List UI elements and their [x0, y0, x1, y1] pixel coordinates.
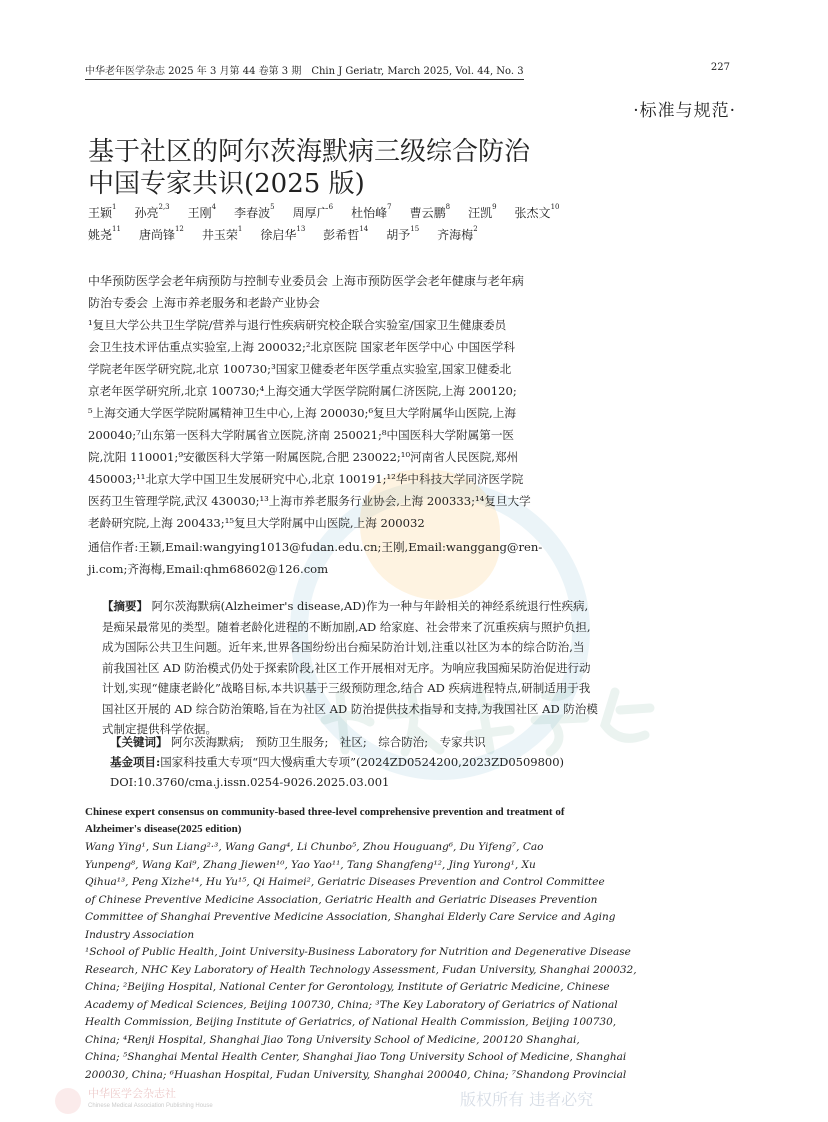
author-name: 王刚	[187, 206, 212, 220]
text-line: 前我国社区 AD 防治模式仍处于探索阶段,社区工作开展相对无序。为响应我国痴呆防治促进行动	[102, 660, 591, 675]
running-header	[85, 62, 740, 80]
text-line: 200040;⁷山东第一医科大学附属省立医院,济南 250021;⁸中国医科大学附属第一医	[88, 428, 515, 442]
author-name: 井玉荣	[201, 228, 238, 242]
affiliation-marker: 14	[359, 225, 369, 233]
text-line: of Chinese Preventive Medicine Association, Geriatric Health and Geriatric Diseases Prevention	[85, 893, 598, 906]
author-name: 姚尧	[88, 228, 113, 242]
text-line: 200030, China; ⁶Huashan Hospital, Fudan University, Shanghai 200040, China; ⁷Shandong Provincial	[85, 1068, 627, 1081]
affiliation-marker: 15	[410, 225, 420, 233]
text-line: 通信作者:王颖,Email:wangying1013@fudan.edu.cn;王刚,Email:wanggang@ren-	[88, 540, 543, 554]
publisher-name-watermark: 中华医学会杂志社	[88, 1087, 176, 1100]
author-list	[88, 202, 738, 246]
text-line: 会卫生技术评估重点实验室,上海 200032;²北京医院 国家老年医学中心 中国医学科	[88, 340, 515, 354]
keywords-label: 【关键词】	[110, 735, 168, 749]
page-number: 227	[710, 62, 730, 73]
text-line: 老龄研究院,上海 200433;¹⁵复旦大学附属中山医院,上海 200032	[88, 516, 425, 530]
text-line: Research, NHC Key Laboratory of Health Technology Assessment, Fudan University, Shanghai 200032,	[85, 963, 637, 976]
author-name: 张杰文	[514, 206, 551, 220]
affiliation-marker: 6	[328, 203, 334, 211]
copyright-watermark: 版权所有 违者必究	[460, 1090, 594, 1109]
text-line: ¹School of Public Health, Joint University-Business Laboratory for Nutrition and Degenerative Disease	[85, 946, 631, 958]
affiliations-cn	[88, 314, 738, 534]
author-name: 唐尚锋	[138, 228, 175, 242]
author	[351, 203, 392, 220]
affiliation-marker: 7	[387, 203, 392, 211]
organizations	[88, 270, 738, 314]
fund	[110, 752, 564, 772]
text-line: Wang Ying¹, Sun Liang²·³, Wang Gang⁴, Li Chunbo⁵, Zhou Houguang⁶, Du Yifeng⁷, Cao	[85, 841, 544, 853]
author-name: 李春波	[234, 206, 271, 220]
text-line: 成为国际公共卫生问题。近年来,世界各国纷纷出台痴呆防治计划,注重以社区为本的综合防治,当	[102, 640, 585, 654]
author	[514, 203, 560, 220]
correspondence	[88, 536, 738, 580]
text-line: 计划,实现“健康老龄化”战略目标,本共识基于三级预防理念,结合 AD 疾病进程特点,研制适用于我	[102, 681, 591, 695]
author	[88, 203, 117, 220]
text-line: China; ⁵Shanghai Mental Health Center, Shanghai Jiao Tong University School of Medicine, Shanghai	[85, 1051, 627, 1063]
author	[409, 203, 451, 220]
author-name: 徐启华	[260, 228, 297, 242]
text-line: 学院老年医学研究院,北京 100730;³国家卫健委老年医学重点实验室,国家卫健委北	[88, 362, 512, 376]
author-name: 胡予	[386, 228, 411, 242]
affiliation-marker: 1	[237, 225, 243, 233]
text-line: China; ²Beijing Hospital, National Center for Gerontology, Institute of Geriatric Medicine, Chinese	[85, 981, 610, 993]
author-name: 曹云鹏	[409, 206, 446, 220]
author	[323, 225, 369, 242]
text-line: 中华预防医学会老年病预防与控制专业委员会 上海市预防医学会老年健康与老年病	[88, 274, 524, 288]
journal-citation: 中华老年医学杂志 2025 年 3 月第 44 卷第 3 期 Chin J Geriatr, March 2025, Vol. 44, No. 3	[85, 62, 524, 80]
text-line: ¹复旦大学公共卫生学院/营养与退行性疾病研究校企联合实验室/国家卫生健康委员	[88, 318, 507, 332]
author-name: 齐海梅	[437, 228, 474, 242]
text-line: China; ⁴Renji Hospital, Shanghai Jiao Tong University School of Medicine, 200120 Shanghai,	[85, 1033, 580, 1046]
author-line	[88, 202, 738, 224]
author	[292, 203, 334, 220]
author-name: 杜怡峰	[351, 206, 388, 220]
text-line: 防治专委会 上海市养老服务和老龄产业协会	[88, 296, 320, 310]
fund-text: 国家科技重大专项“四大慢病重大专项”(2024ZD0524200,2023ZD0509800)	[160, 755, 565, 769]
author-name: 王颖	[88, 206, 113, 220]
text-line: Chinese expert consensus on community-based three-level comprehensive prevention and treatment of	[85, 806, 565, 818]
english-title	[85, 804, 564, 838]
affiliation-marker: 1	[112, 203, 117, 211]
text-line: ji.com;齐海梅,Email:qhm68602@126.com	[88, 562, 329, 576]
article-meta	[110, 732, 564, 792]
affiliation-marker: 11	[112, 225, 121, 233]
affiliation-marker: 13	[296, 225, 306, 233]
doi: DOI:10.3760/cma.j.issn.0254-9026.2025.03.001	[110, 775, 390, 789]
english-authors	[85, 839, 740, 944]
affiliation-marker: 8	[445, 203, 451, 211]
publisher-logo-icon	[55, 1088, 81, 1114]
text-line: 基于社区的阿尔茨海默病三级综合防治	[88, 137, 531, 167]
author	[260, 225, 306, 242]
author	[234, 203, 275, 220]
keywords-text: 阿尔茨海默病; 预防卫生服务; 社区; 综合防治; 专家共识	[171, 735, 486, 749]
publisher-name-en-watermark: Chinese Medical Association Publishing House	[88, 1103, 213, 1109]
affiliation-marker: 2	[473, 225, 478, 233]
text-line: Qihua¹³, Peng Xizhe¹⁴, Hu Yu¹⁵, Qi Haimei², Geriatric Diseases Prevention and Control Committee	[85, 876, 605, 888]
author	[134, 203, 170, 220]
text-line: 京老年医学研究所,北京 100730;⁴上海交通大学医学院附属仁济医院,上海 200120;	[88, 384, 517, 398]
text-line: 医药卫生管理学院,武汉 430030;¹³上海市养老服务行业协会,上海 200333;¹⁴复旦大学	[88, 494, 531, 508]
affiliation-marker: 4	[211, 203, 217, 211]
keywords	[110, 732, 564, 752]
affiliation-marker: 5	[270, 203, 275, 211]
affiliation-marker: 9	[492, 203, 497, 211]
text-line: Yunpeng⁸, Wang Kai⁹, Zhang Jiewen¹⁰, Yao Yao¹¹, Tang Shangfeng¹², Jing Yurong¹, Xu	[85, 858, 536, 871]
abstract-text: 阿尔茨海默病(Alzheimer's disease,AD)作为一种与年龄相关的神经系统退行性疾病,	[151, 599, 589, 613]
author-name: 汪凯	[468, 206, 493, 220]
text-line: 450003;¹¹北京大学中国卫生发展研究中心,北京 100191;¹²华中科技大学同济医学院	[88, 472, 524, 486]
article-title	[88, 136, 530, 200]
author	[386, 225, 420, 242]
author	[88, 225, 121, 242]
text-line: Health Commission, Beijing Institute of Geriatrics, of National Health Commission, Beijing 100730,	[85, 1016, 617, 1028]
abstract-label: 【摘要】	[102, 599, 148, 613]
affiliation-marker: 2,3	[158, 203, 170, 211]
text-line: Alzheimer's disease(2025 edition)	[85, 823, 242, 835]
fund-label: 基金项目:	[110, 755, 161, 769]
text-line: Committee of Shanghai Preventive Medicine Association, Shanghai Elderly Care Service and Aging	[85, 911, 616, 923]
author	[187, 203, 217, 220]
abstract	[102, 596, 732, 740]
author	[138, 225, 184, 242]
section-tag: ·标准与规范·	[633, 101, 736, 121]
author	[437, 225, 478, 242]
author-line	[88, 224, 738, 246]
text-line: 院,沈阳 110001;⁹安徽医科大学第一附属医院,合肥 230022;¹⁰河南省人民医院,郑州	[88, 450, 519, 464]
text-line: 式制定提供科学依据。	[102, 722, 217, 736]
text-line: Industry Association	[85, 928, 195, 941]
abstract-continuation	[102, 617, 732, 740]
author	[201, 225, 243, 242]
text-line: 国社区开展的 AD 综合防治策略,旨在为社区 AD 防治提供技术指导和支持,为我国社区 AD 防治模	[102, 701, 598, 716]
text-line: ⁵上海交通大学医学院附属精神卫生中心,上海 200030;⁶复旦大学附属华山医院,上海	[88, 406, 516, 420]
text-line: 是痴呆最常见的类型。随着老龄化进程的不断加剧,AD 给家庭、社会带来了沉重疾病与照护负担,	[102, 619, 591, 634]
text-line: Academy of Medical Sciences, Beijing 100730, China; ³The Key Laboratory of Geriatrics of National	[85, 998, 618, 1011]
english-affiliations	[85, 944, 740, 1084]
author-name: 彭希哲	[323, 228, 360, 242]
author-name: 孙亮	[134, 206, 159, 220]
affiliation-marker: 12	[174, 225, 184, 233]
text-line: 中国专家共识(2025 版)	[88, 169, 365, 199]
abstract-line	[102, 596, 732, 617]
affiliation-marker: 10	[550, 203, 560, 211]
author-name: 周厚广	[292, 206, 329, 220]
author	[468, 203, 497, 220]
